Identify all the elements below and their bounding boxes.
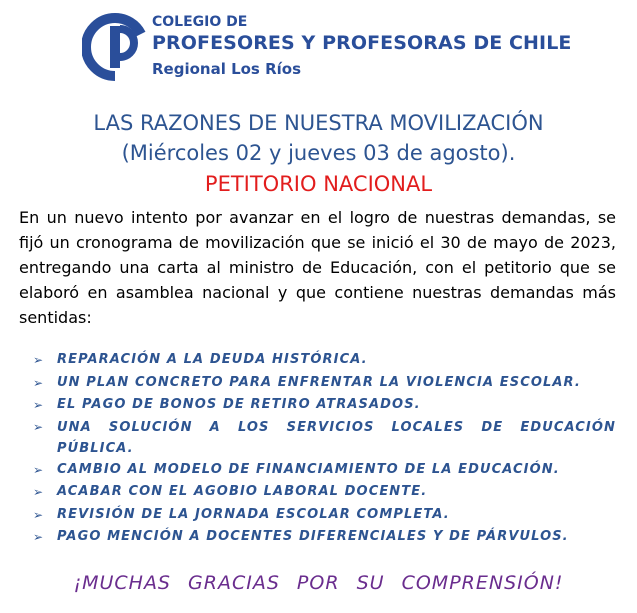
demand-text: REVISIÓN DE LA JORNADA ESCOLAR COMPLETA. (57, 506, 450, 522)
list-item (33, 481, 616, 504)
arrow-right-icon: ➢ (33, 485, 45, 499)
demand-text: EL PAGO DE BONOS DE RETIRO ATRASADOS. (57, 397, 421, 412)
petitorio-heading: PETITORIO NACIONAL (204, 172, 433, 196)
list-item (33, 394, 616, 417)
org-name-line1: COLEGIO DE (152, 14, 248, 30)
header (82, 12, 582, 82)
arrow-right-icon: ➢ (33, 375, 45, 390)
arrow-right-icon: ➢ (33, 353, 45, 367)
list-item (33, 372, 616, 395)
arrow-right-icon: ➢ (33, 462, 45, 477)
demands-list (33, 349, 616, 549)
demand-text: PAGO MENCIÓN A DOCENTES DIFERENCIALES Y DE PÁRVULOS. (57, 529, 569, 544)
org-region: Regional Los Ríos (152, 60, 302, 78)
list-item (33, 349, 616, 372)
demand-text: UNA SOLUCIÓN A LOS SERVICIOS LOCALES DE EDUCACIÓN PÚBLICA. (57, 419, 616, 456)
closing-message: ¡MUCHAS GRACIAS POR SU COMPRENSIÓN! (73, 572, 564, 594)
colegio-logo-icon (82, 12, 148, 82)
list-item (33, 417, 616, 459)
arrow-right-icon: ➢ (33, 507, 45, 522)
demand-text: CAMBIO AL MODELO DE FINANCIAMIENTO DE LA EDUCACIÓN. (57, 461, 560, 477)
list-item (33, 526, 616, 549)
arrow-right-icon: ➢ (33, 530, 45, 544)
arrow-right-icon: ➢ (33, 419, 45, 434)
arrow-right-icon: ➢ (33, 398, 45, 412)
demand-text: UN PLAN CONCRETO PARA ENFRENTAR LA VIOLENCIA ESCOLAR. (57, 374, 581, 390)
demand-text: ACABAR CON EL AGOBIO LABORAL DOCENTE. (57, 484, 428, 499)
page-title: LAS RAZONES DE NUESTRA MOVILIZACIÓN (93, 111, 544, 135)
intro-paragraph: En un nuevo intento por avanzar en el logro de nuestras demandas, se fijó un cronograma de movilización que se inició el 30 de mayo de 2023, entregando una carta al ministro de Educación, con el petitorio que se elaboró en asamblea nacional y que contiene nuestras demandas más sentidas: (19, 208, 616, 327)
list-item (33, 459, 616, 482)
demand-text: REPARACIÓN A LA DEUDA HISTÓRICA. (57, 352, 368, 367)
page-subtitle-dates: (Miércoles 02 y jueves 03 de agosto). (121, 141, 516, 165)
org-name-line2: PROFESORES Y PROFESORAS DE CHILE (152, 32, 572, 54)
list-item (33, 504, 616, 527)
